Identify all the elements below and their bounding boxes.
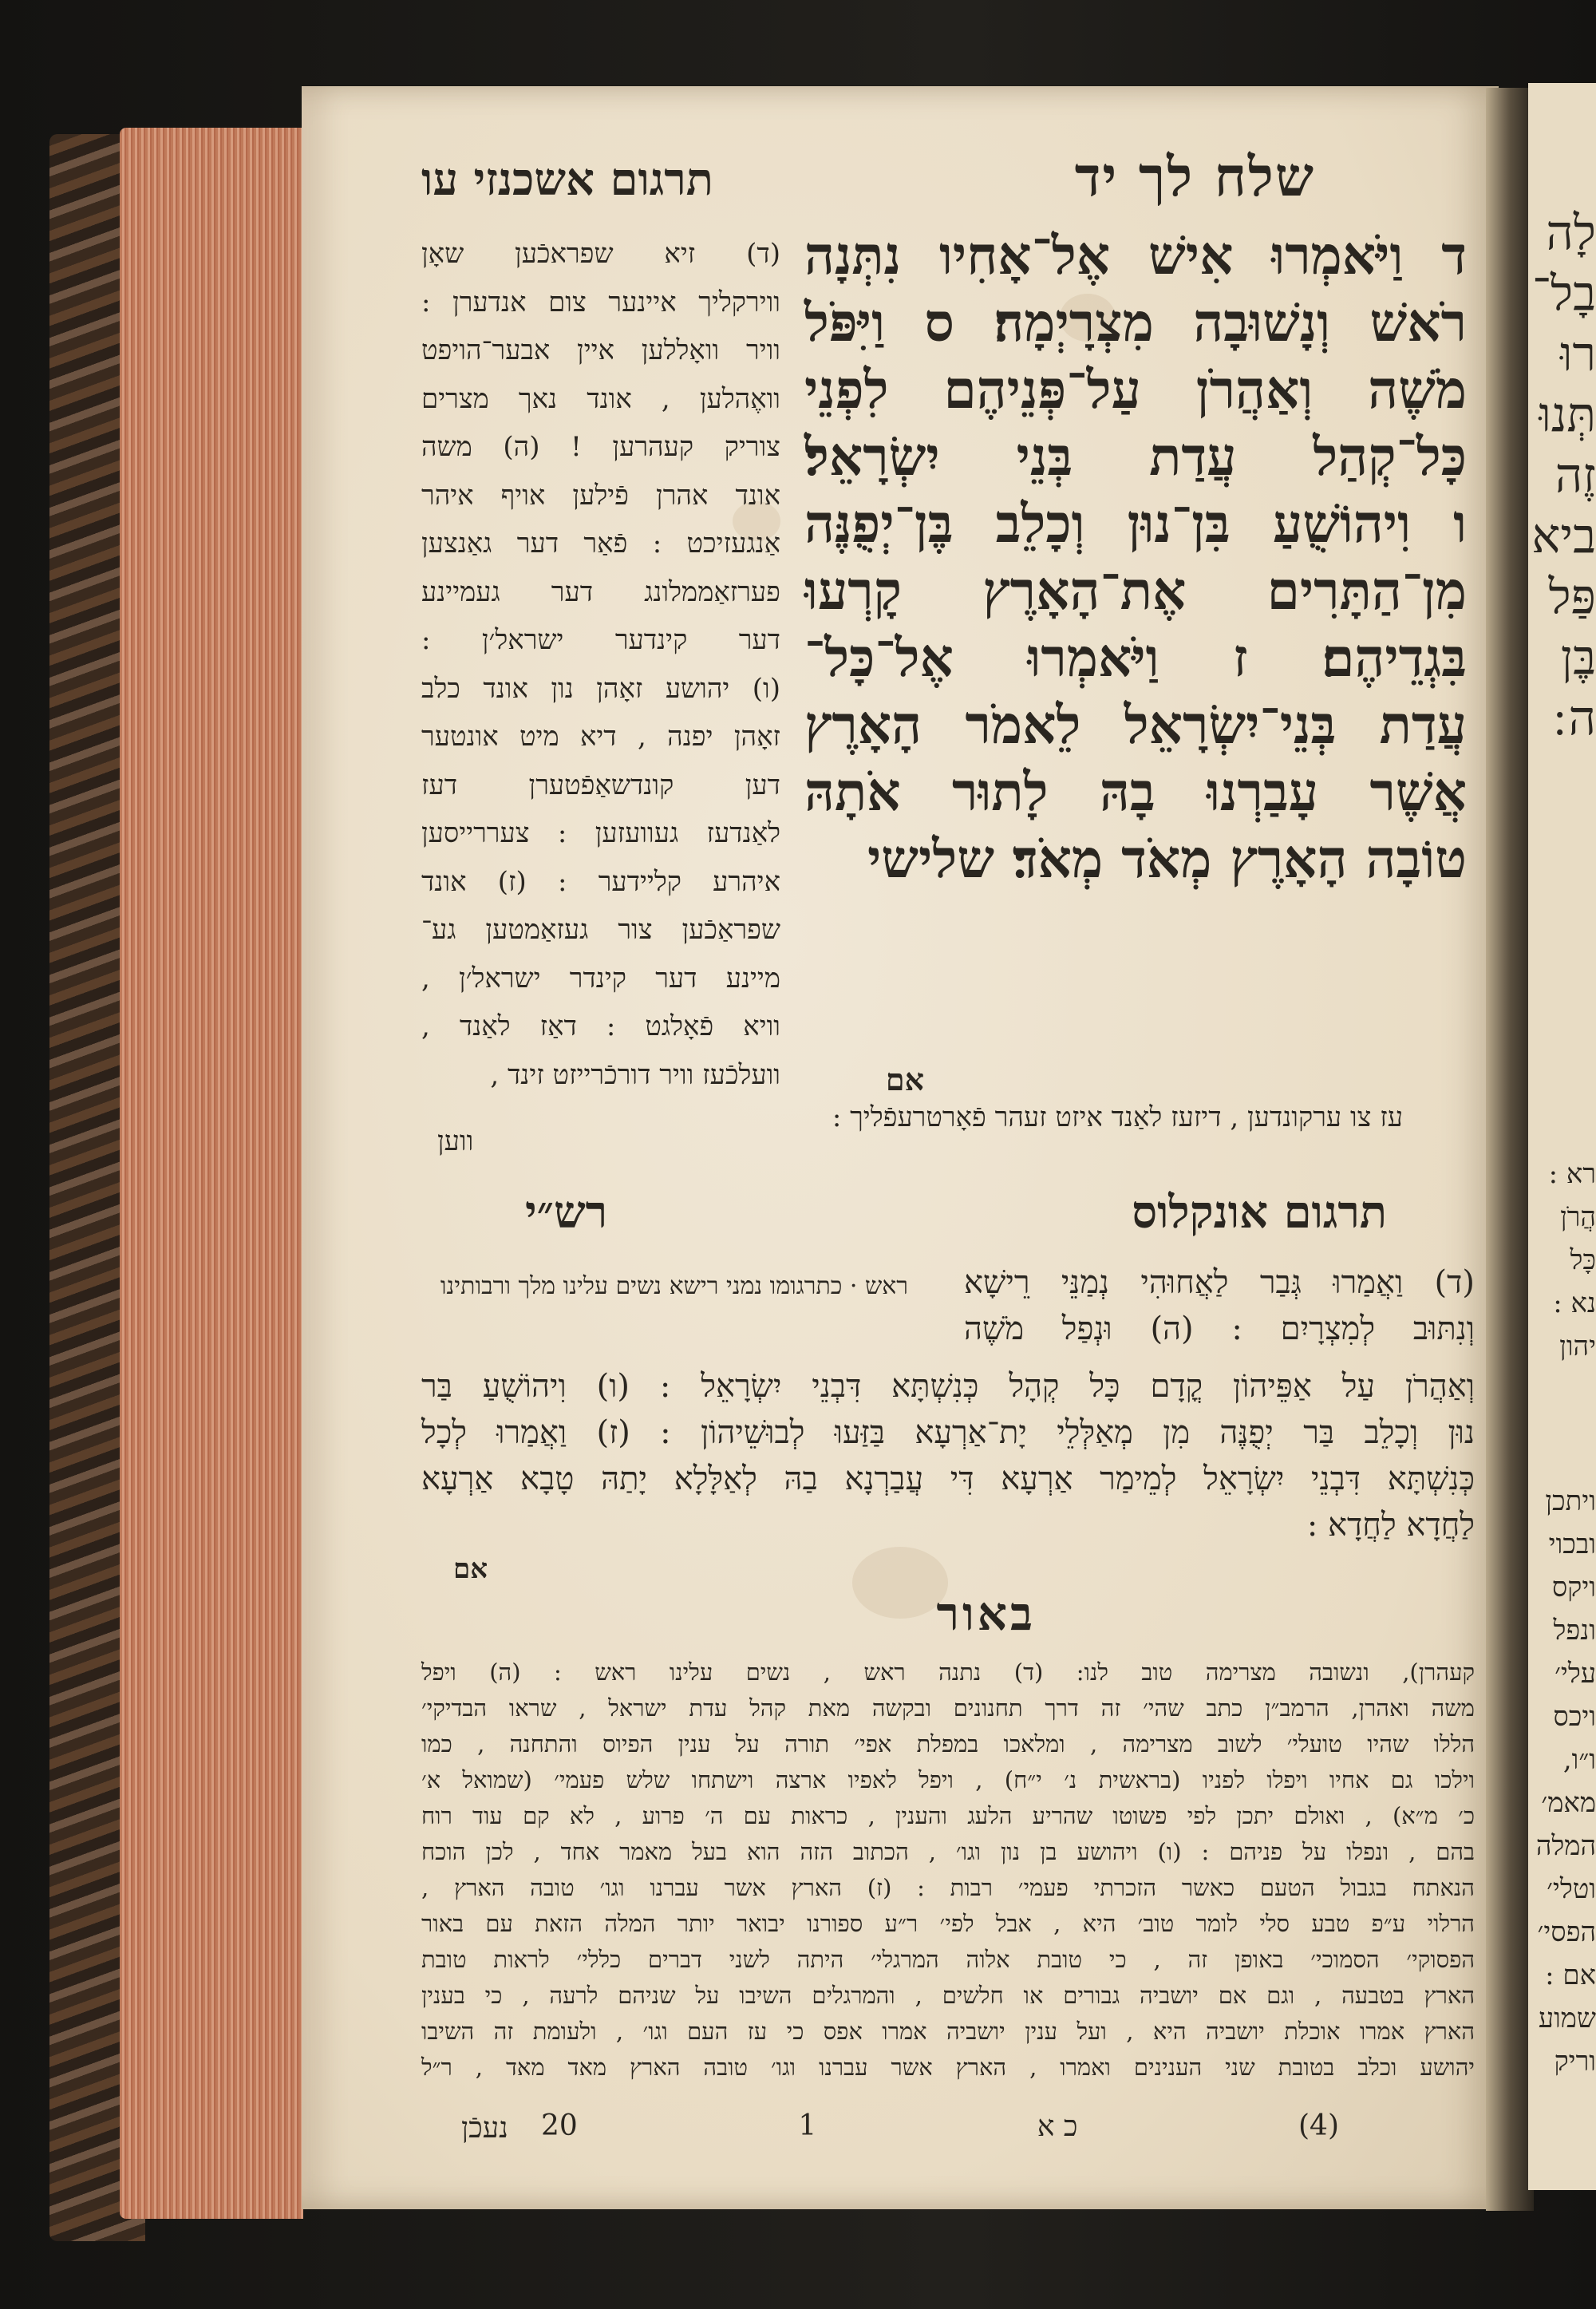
facing-small-line: ויתכן bbox=[1545, 1485, 1596, 1517]
facing-small-line: הפסי׳ bbox=[1537, 1916, 1596, 1948]
footer-catchword: נעכֿן bbox=[461, 2112, 508, 2145]
verse-line: כָּל־קְהַל עֲדַת בְּנֵי יִשְׂרָאֵל׃ bbox=[804, 425, 1467, 488]
biur-line: משה ואהרן, הרמב״ן כתב שהי׳ זה דרך תחנונים ובקשה מאת קהל עדת ישראל , שראו הבדיקי׳ bbox=[421, 1694, 1475, 1722]
yiddish-line: מיינע דער קינדר ישראל׳ן , bbox=[421, 962, 780, 994]
verse-line: ד וַיֹּאמְרוּ אִישׁ אֶל־אָחִיו נִתְּנָה bbox=[804, 224, 1467, 287]
onkelos-line: (ד) וַאֲמַרוּ גְּבַר לַאֲחוּהִי נְמַנֵּי רֵישָׁא bbox=[964, 1264, 1475, 1301]
yiddish-line: וועלכֿעז וויר דורכֿרייזט זינד , bbox=[490, 1058, 780, 1091]
facing-small-line: המלה bbox=[1535, 1830, 1596, 1862]
facing-line: תְּנוּ bbox=[1539, 387, 1596, 443]
onkelos-line: וְנִתּוּב לְמִצְרָיִם : (ה) וּנְפַל מֹשֶׁה bbox=[964, 1311, 1475, 1347]
onkelos-line: לַחֲדָא לַחֲדָא : bbox=[1306, 1507, 1475, 1544]
facing-small-line: נא : bbox=[1553, 1287, 1596, 1319]
yiddish-line: צוריק קעהרען ! (ה) משה bbox=[421, 431, 780, 463]
facing-small-line: יהון bbox=[1559, 1330, 1596, 1362]
book-gutter bbox=[1486, 88, 1534, 2211]
facing-small-line: רא : bbox=[1548, 1158, 1596, 1190]
biur-line: יהושע וכלב בטובת שני הענינים ואמרו , הארץ אשר עברנו וגו׳ טובה הארץ מאד מאד , ר״ל bbox=[421, 2054, 1475, 2081]
yiddish-line: ווירקליך איינער צום אנדערן : bbox=[421, 286, 780, 318]
biur-line: כ׳ מ״א) , ואולם יתכן לפי פשוטו שהריע הלעג והענין , כראות עם ה׳ פרוע , לא קם עוד רוח bbox=[421, 1802, 1475, 1829]
biur-heading: באור bbox=[936, 1587, 1036, 1641]
facing-small-line: כָּל bbox=[1570, 1244, 1596, 1276]
yiddish-line: שפראַכֿען צור געזאַמטען גע־ bbox=[421, 914, 780, 946]
page-header-title: שלח לך יד bbox=[1074, 145, 1315, 209]
facing-line: פַּל bbox=[1548, 569, 1596, 625]
hebrew-verse-block bbox=[804, 222, 1467, 892]
facing-line: זֶה bbox=[1555, 448, 1596, 504]
biur-line: קעהרן), ונשובה מצרימה טוב לנו: (ד) נתנה ראש , נשים עלינו ראש : (ה) ויפל bbox=[421, 1659, 1475, 1686]
page-number: 20 bbox=[541, 2109, 578, 2142]
biur-line: הרלוי ע״פ טבע סלי לומר טוב׳ היא , אבל לפי׳ ר״ע ספורנו יבואר יותר המלה הזאת עם באור bbox=[421, 1910, 1475, 1937]
facing-small-line: ויכס bbox=[1553, 1701, 1596, 1733]
yiddish-line: וויר וואָללען איין אבער־הויפט bbox=[421, 334, 780, 366]
facing-line: ה ׃ bbox=[1553, 690, 1596, 746]
yiddish-line: אַנגעזיכט : פֿאַר דער גאַנצען bbox=[421, 528, 780, 559]
facing-line: בֶּן bbox=[1560, 630, 1596, 686]
onkelos-line: וְאַהֲרֹן עַל אַפֵּיהוֹן קֳדָם כָּל קְהָל כְּנִשְׁתָּא דִּבְנֵי יִשְׂרָאֵל : (ו) וִיהוֹשֻׁעַ בַּר bbox=[421, 1368, 1475, 1405]
onkelos-line: כְּנִשְׁתָּא דִּבְנֵי יִשְׂרָאֵל לְמֵימַר אַרְעָא דִּי עֲבַרְנָא בַהּ לְאַלָּלָא יָתַהּ טָבָא אַרְעָא bbox=[421, 1461, 1475, 1497]
verse-line: עֲדַת בְּנֵי־יִשְׂרָאֵל לֵאמֹר הָאָרֶץ bbox=[804, 694, 1467, 756]
signature-mark: כ א bbox=[1037, 2110, 1078, 2143]
yiddish-line: דער קינדער ישראל׳ן : bbox=[421, 624, 780, 656]
onkelos-heading: תרגום אונקלוס bbox=[1132, 1186, 1387, 1239]
verse-line: רֹאשׁ וְנָשׁוּבָה מִצְרָיְמָה׃ ס וַיִּפֹּל bbox=[804, 291, 1467, 354]
facing-line: בָל־ bbox=[1532, 266, 1596, 322]
paper-stain bbox=[852, 1547, 948, 1619]
facing-page bbox=[1528, 83, 1596, 2190]
yiddish-translation-column bbox=[421, 230, 780, 1099]
facing-small-line: הֲרֹן bbox=[1560, 1201, 1596, 1233]
yiddish-line: (ד) זיא שפראכֿען שאָן bbox=[421, 238, 780, 270]
facing-page-commentary bbox=[1536, 1153, 1596, 2083]
biur-line: בהם , ונפלו על פניהם : (ו) ויהושע בן נון וגו׳ , הכתוב הזה הוא בעל מאמר אחד , לכן הוכח bbox=[421, 1838, 1475, 1865]
facing-small-line: וריק bbox=[1554, 2046, 1596, 2078]
verse-line: מֹשֶׁה וְאַהֲרֹן עַל־פְּנֵיהֶם לִפְנֵי bbox=[804, 358, 1467, 421]
book-page bbox=[302, 86, 1499, 2209]
facing-small-line: ויקס bbox=[1551, 1572, 1596, 1603]
facing-small-line: עלי׳ bbox=[1555, 1658, 1596, 1690]
biur-commentary bbox=[421, 1655, 1475, 2086]
yiddish-continuation-line: עז צו ערקונדען , דיזעז לאַנד איזט זעהר פֿאָרטרעפֿליך : bbox=[832, 1101, 1403, 1133]
verse-catchword: אם bbox=[885, 1062, 924, 1097]
facing-line: לָה bbox=[1546, 205, 1596, 261]
yiddish-line: וואֶהלען , אונד נאך מצרים bbox=[421, 382, 780, 415]
page-header-yiddish: תרגום אשכנזי עו bbox=[421, 153, 713, 206]
biur-line: הארץ אמרו אוכלת יושביה היא , ועל ענין יושביה אמרו אפס כי עז העם וגו׳ , ולעומת זה השיבו bbox=[421, 2018, 1475, 2045]
volume-number: 1 bbox=[798, 2109, 817, 2142]
yiddish-line: לאַנדעז געוועזען : צעררייסען bbox=[421, 817, 780, 849]
page-edges bbox=[120, 128, 303, 2219]
verse-line: ו וִיהוֹשֻׁעַ בִּן־נוּן וְכָלֵב בֶּן־יְפֻנֶּה bbox=[804, 492, 1467, 555]
facing-line: ביא bbox=[1531, 508, 1596, 564]
onkelos-line: נוּן וְכָלֵב בַּר יְפֻנֶּה מִן מְאַלְּלֵי יָת־אַרְעָא בַּזַּעוּ לְבוּשֵׁיהוֹן : (ז) וַאֲמַרוּ לְכָל bbox=[421, 1414, 1475, 1451]
onkelos-full-width bbox=[421, 1363, 1475, 1548]
rashi-commentary bbox=[421, 1267, 908, 1306]
yiddish-line: זאָהן יפנה , דיא מיט אונטער bbox=[421, 721, 780, 753]
yiddish-line: וויא פֿאָלגט : דאַז לאַנד , bbox=[421, 1010, 780, 1042]
yiddish-line: אונד אהרן פֿילען אויף איהר bbox=[421, 479, 780, 512]
verse-line: מִן־הַתָּרִים אֶת־הָאָרֶץ קָרְעוּ bbox=[804, 559, 1467, 622]
yiddish-catchword: ווען bbox=[437, 1125, 474, 1157]
facing-small-line: ו״ו, bbox=[1562, 1744, 1596, 1776]
facing-small-line: מאמ׳ bbox=[1541, 1787, 1596, 1819]
verse-line: אֲשֶׁר עָבַרְנוּ בָהּ לָתוּר אֹתָהּ bbox=[804, 761, 1467, 823]
biur-line: הפסוקי׳ הסמוכי׳ באופן זה , כי טובת אלוה המרגלי׳ היתה לשני דברים כללי׳ לראות טובת bbox=[421, 1946, 1475, 1973]
biur-line: הארץ בטבעה , וגם אם יושביה גבורים או חלשים , והמרגלים השיבו על שניהם לרעה , כי בענין bbox=[421, 1982, 1475, 2009]
rashi-heading: רש״י bbox=[525, 1186, 608, 1239]
yiddish-line: פערזאַממלונג דער געמיינע bbox=[421, 575, 780, 608]
facing-small-line: אם : bbox=[1545, 1959, 1596, 1991]
biur-line: הללו שהיו טועלי׳ לשוב מצרימה , ומלאכו במפלת אפי׳ תורה על ענין הפיוס והתחנה , כמו bbox=[421, 1730, 1475, 1757]
verse-line: בִּגְדֵיהֶם׃ ז וַיֹּאמְרוּ אֶל־כָּל־ bbox=[804, 627, 1467, 689]
signature-number: (4) bbox=[1298, 2109, 1339, 2142]
onkelos-catchword: אם bbox=[453, 1553, 488, 1585]
rashi-text: ראש · כתרגומו נמני רישא נשים עלינו מלך ורבותינו bbox=[440, 1272, 908, 1300]
yiddish-line: דען קונדשאַפֿטערן דעז bbox=[421, 769, 780, 801]
verse-line: טוֹבָה הָאָרֶץ מְאֹד מְאֹד׃ שלישי bbox=[867, 828, 1467, 890]
yiddish-line: איהרע קליידער : (ז) אונד bbox=[421, 865, 780, 898]
yiddish-line: (ו) יהושע זאָהן נון אונד כלב bbox=[421, 672, 780, 705]
biur-line: וילכו גם אחיו ויפלו לפניו (בראשית נ׳ י״ח) , ויפל לאפיו ארצה וישתחו שלש פעמי׳ (שמואל א׳ bbox=[421, 1766, 1475, 1793]
facing-small-line: ובכוי bbox=[1548, 1528, 1596, 1560]
facing-line: רוּ bbox=[1560, 326, 1596, 382]
onkelos-column bbox=[964, 1259, 1475, 1352]
facing-small-line: וטלי׳ bbox=[1547, 1873, 1596, 1905]
page-footer bbox=[541, 2109, 1339, 2143]
facing-small-line: שמוע bbox=[1538, 2003, 1596, 2034]
biur-line: הנאתח בגבול הטעם כאשר הזכרתי פעמי׳ רבות : (ז) הארץ אשר עברנו וגו׳ טובה הארץ , bbox=[421, 1874, 1475, 1901]
facing-small-line: ונפל bbox=[1553, 1615, 1596, 1647]
